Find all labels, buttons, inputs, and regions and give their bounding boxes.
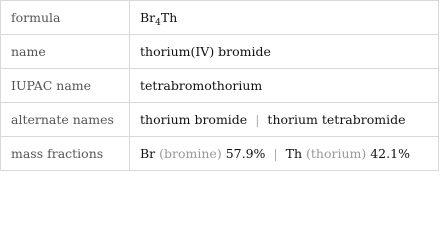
mass-fraction-element-th: (thorium)	[306, 146, 367, 161]
mass-fractions-value	[130, 137, 439, 171]
alternate-names-label: alternate names	[1, 103, 130, 137]
mass-fraction-percent-th: 42.1%	[370, 146, 410, 161]
separator: |	[255, 112, 260, 127]
table-row-mass-fractions	[1, 137, 439, 171]
iupac-value: tetrabromothorium	[130, 69, 439, 103]
alternate-names-value	[130, 103, 439, 137]
separator: |	[273, 146, 278, 161]
mass-fraction-percent-br: 57.9%	[225, 146, 266, 161]
formula-label: formula	[1, 1, 130, 35]
table-row-iupac	[1, 69, 439, 103]
mass-fractions-label: mass fractions	[1, 137, 130, 171]
formula-value	[130, 1, 439, 35]
table-row-formula	[1, 1, 439, 35]
mass-fraction-symbol-br: Br	[140, 146, 156, 161]
formula-part-th: Th	[160, 10, 178, 25]
mass-fraction-element-br: (bromine)	[159, 146, 222, 161]
name-label: name	[1, 35, 130, 69]
formula-part-br: Br	[140, 10, 156, 25]
alternate-name-2: thorium tetrabromide	[267, 112, 406, 127]
name-value: thorium(IV) bromide	[130, 35, 439, 69]
mass-fraction-symbol-th: Th	[285, 146, 303, 161]
table-row-name	[1, 35, 439, 69]
formula-subscript: 4	[155, 18, 161, 28]
alternate-name-1: thorium bromide	[140, 112, 248, 127]
table-row-alternate-names	[1, 103, 439, 137]
iupac-label: IUPAC name	[1, 69, 130, 103]
